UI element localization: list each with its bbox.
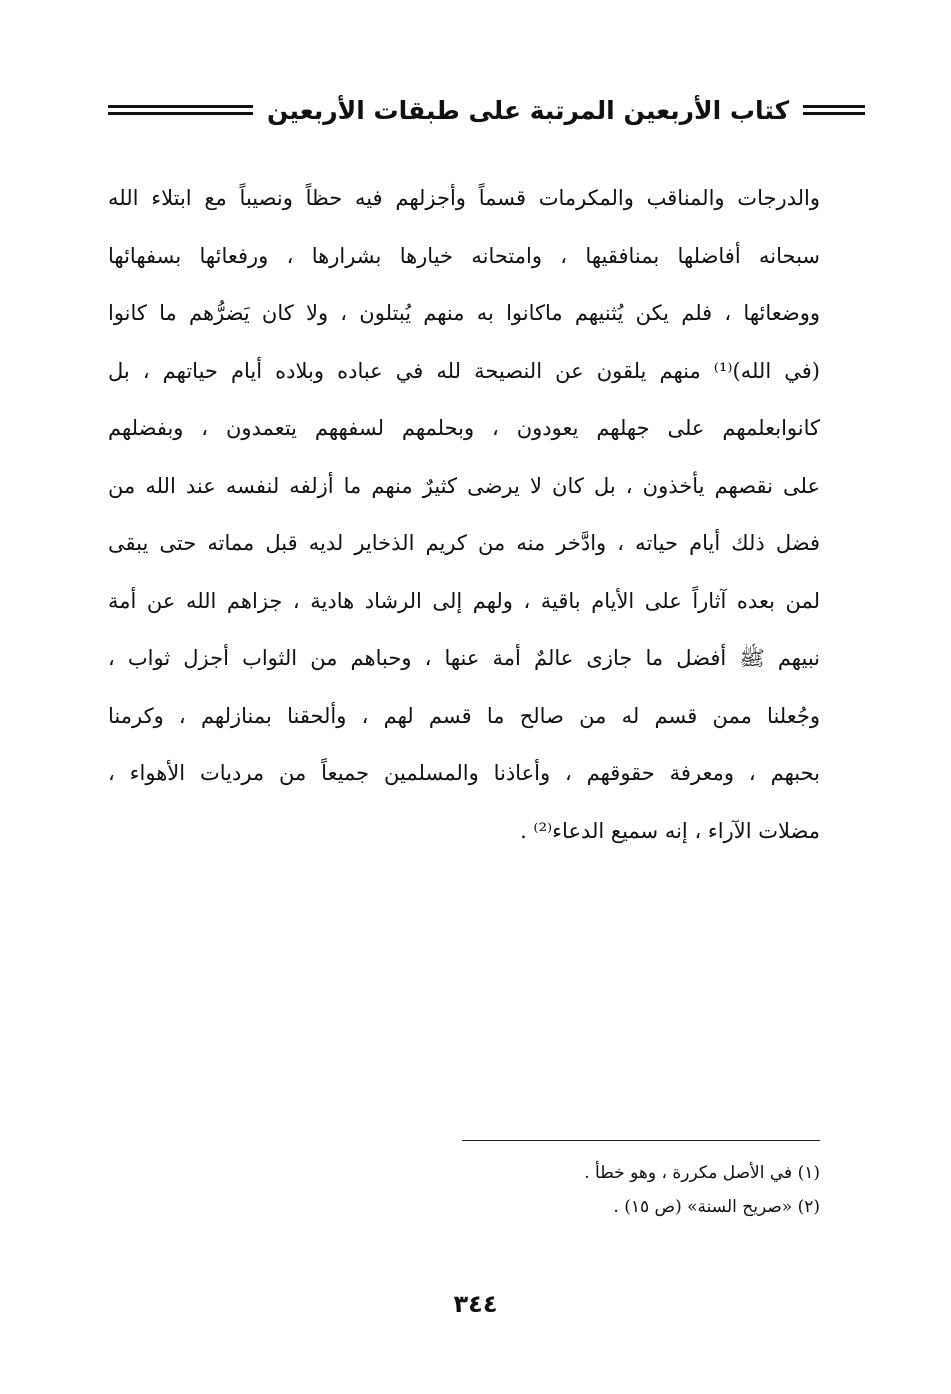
running-header xyxy=(108,88,820,132)
text-line: سبحانه أفاضلها بمنافقيها ، وامتحانه خيارها بشرارها ، ورفعائها بسفهائها xyxy=(108,243,820,268)
footnotes xyxy=(462,1156,820,1224)
header-rule-left xyxy=(108,105,253,115)
text-line: نبيهم ﷺ أفضل ما جازى عالمٌ أمة عنها ، وحباهم من الثواب أجزل ثواب ، xyxy=(108,646,820,670)
footnote-divider xyxy=(462,1140,820,1141)
text-line: بحبهم ، ومعرفة حقوقهم ، وأعاذنا والمسلمين جميعاً من مرديات الأهواء ، xyxy=(108,761,820,785)
text-line: والدرجات والمناقب والمكرمات قسماً وأجزلهم فيه حظاً ونصيباً مع ابتلاء الله xyxy=(108,186,820,210)
body-text xyxy=(108,170,820,860)
footnote-2: (٢) «صريح السنة» (ص ١٥) . xyxy=(613,1197,820,1217)
text-line: وجُعلنا ممن قسم له من صالح ما قسم لهم ، وألحقنا بمنازلهم ، وكرمنا xyxy=(108,703,820,728)
header-rule-right xyxy=(803,105,865,115)
page-number: ٣٤٤ xyxy=(453,1290,498,1318)
text-line: على نقصهم يأخذون ، بل كان لا يرضى كثيرٌ منهم ما أزلفه لنفسه عند الله من xyxy=(108,473,820,498)
text-line: ووضعائها ، فلم يكن يُثنيهم ماكانوا به منهم يُبتلون ، ولا كان يَضرُّهم ما كانوا xyxy=(108,301,820,325)
text-line: مضلات الآراء ، إنه سميع الدعاء⁽²⁾ . xyxy=(520,818,820,843)
text-line: (في الله)⁽¹⁾ منهم يلقون عن النصيحة لله في عباده وبلاده أيام حياتهم ، بل xyxy=(108,358,820,383)
text-line: لمن بعده آثاراً على الأيام باقية ، ولهم إلى الرشاد هادية ، جزاهم الله عن أمة xyxy=(108,588,820,613)
footnote-1: (١) في الأصل مكررة ، وهو خطأ . xyxy=(584,1163,820,1183)
text-line: كانوابعلمهم على جهلهم يعودون ، وبحلمهم لسفههم يتعمدون ، وبفضلهم xyxy=(108,416,820,440)
text-line: فضل ذلك أيام حياته ، وادَّخر منه من كريم الذخاير لديه قبل مماته حتى يبقى xyxy=(108,531,820,555)
header-title: كتاب الأربعين المرتبة على طبقات الأربعين xyxy=(267,95,790,125)
